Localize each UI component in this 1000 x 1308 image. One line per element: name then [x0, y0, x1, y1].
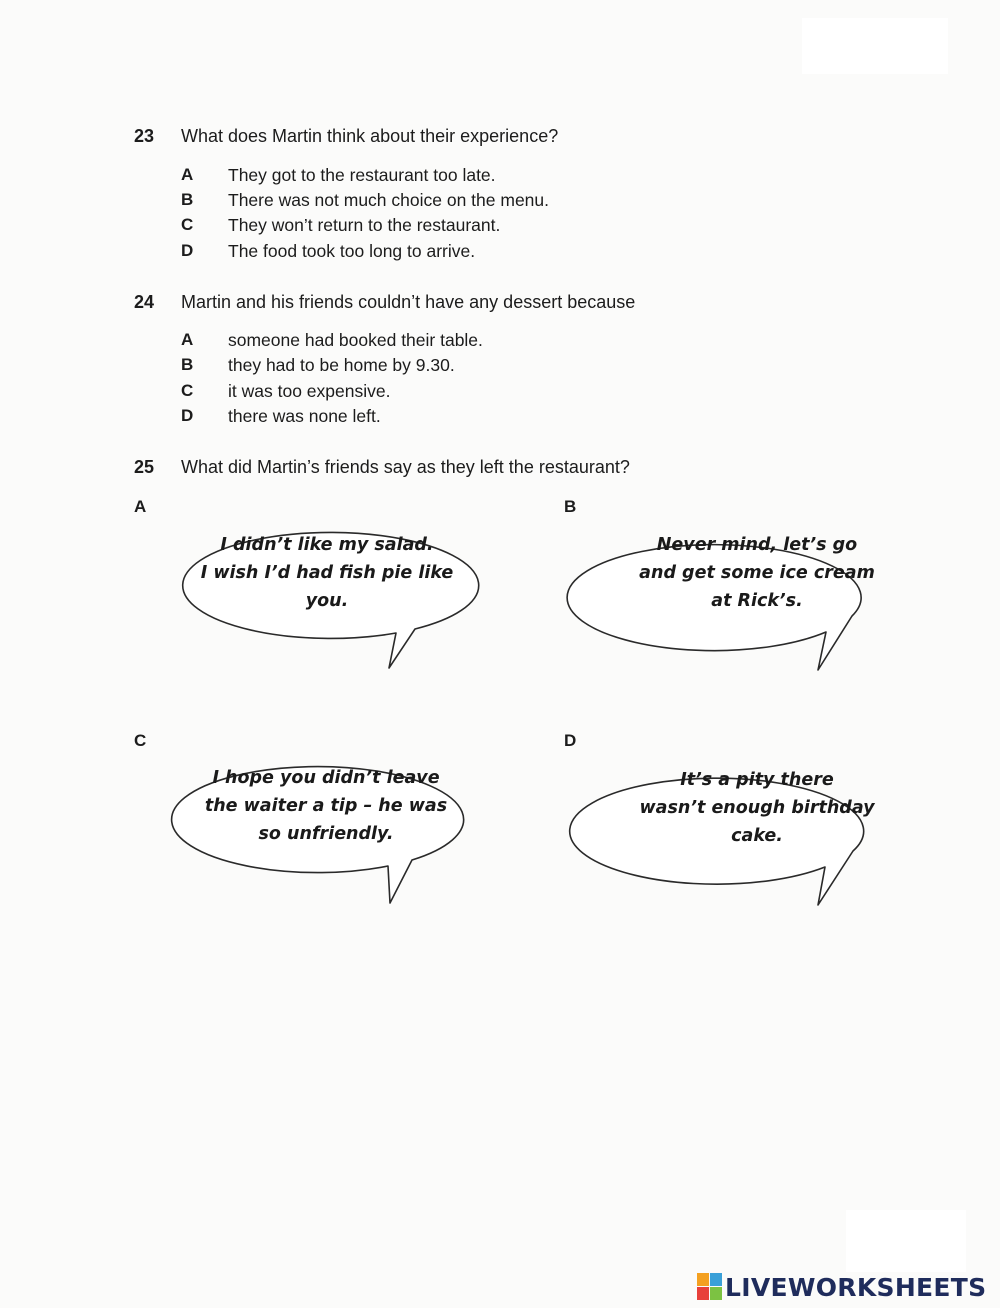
- option-text[interactable]: someone had booked their table.: [228, 330, 483, 350]
- bubble-letter-b[interactable]: B: [564, 497, 577, 516]
- option-letter[interactable]: D: [181, 241, 194, 260]
- bubble-letter-d[interactable]: D: [564, 731, 577, 750]
- option-letter[interactable]: C: [181, 215, 194, 234]
- option-letter[interactable]: D: [181, 406, 194, 425]
- bubble-letter-a[interactable]: A: [134, 497, 147, 516]
- option-text[interactable]: They got to the restaurant too late.: [228, 165, 496, 185]
- question-number: 23: [134, 126, 155, 146]
- bubble-line: I didn’t like my salad.: [220, 535, 434, 555]
- bubble-text: [177, 531, 477, 615]
- option-text[interactable]: it was too expensive.: [228, 381, 391, 401]
- liveworksheets-logo[interactable]: [697, 1270, 986, 1304]
- bubble-line: wasn’t enough birthday: [639, 798, 875, 818]
- option-text[interactable]: They won’t return to the restaurant.: [228, 215, 501, 235]
- option-letter[interactable]: C: [181, 381, 194, 400]
- option-letter[interactable]: A: [181, 165, 194, 184]
- liveworksheets-logo-icon: [697, 1273, 723, 1301]
- bubble-line: the waiter a tip – he was: [204, 796, 448, 816]
- bubble-line: I wish I’d had fish pie like: [200, 563, 454, 583]
- option-text[interactable]: There was not much choice on the menu.: [228, 190, 550, 210]
- bubble-line: you.: [305, 591, 349, 611]
- bubble-line: Never mind, let’s go: [656, 535, 858, 555]
- bubble-line: so unfriendly.: [258, 824, 394, 844]
- question-text: Martin and his friends couldn’t have any dessert because: [181, 292, 636, 312]
- bubble-letter-c[interactable]: C: [134, 731, 147, 750]
- question-text: What did Martin’s friends say as they left the restaurant?: [181, 457, 630, 477]
- blank-corner-patch: [846, 1210, 966, 1272]
- question-number: 25: [134, 457, 155, 477]
- option-text[interactable]: The food took too long to arrive.: [228, 241, 476, 261]
- option-letter[interactable]: A: [181, 330, 194, 349]
- bubble-text: [607, 531, 907, 615]
- question-text: What does Martin think about their experience?: [181, 126, 559, 146]
- bubble-text: [180, 764, 472, 848]
- bubble-line: I hope you didn’t leave: [212, 768, 440, 788]
- logo-text: LIVEWORKSHEETS: [725, 1272, 987, 1302]
- blank-corner-patch: [802, 18, 948, 74]
- bubble-line: It’s a pity there: [680, 770, 834, 790]
- option-text[interactable]: they had to be home by 9.30.: [228, 355, 455, 375]
- option-text[interactable]: there was none left.: [228, 406, 381, 426]
- bubble-line: cake.: [731, 826, 783, 846]
- bubble-text: [607, 766, 907, 850]
- question-number: 24: [134, 292, 155, 312]
- bubble-line: and get some ice cream: [639, 563, 875, 583]
- bubble-line: at Rick’s.: [711, 591, 803, 611]
- option-letter[interactable]: B: [181, 190, 194, 209]
- option-letter[interactable]: B: [181, 355, 194, 374]
